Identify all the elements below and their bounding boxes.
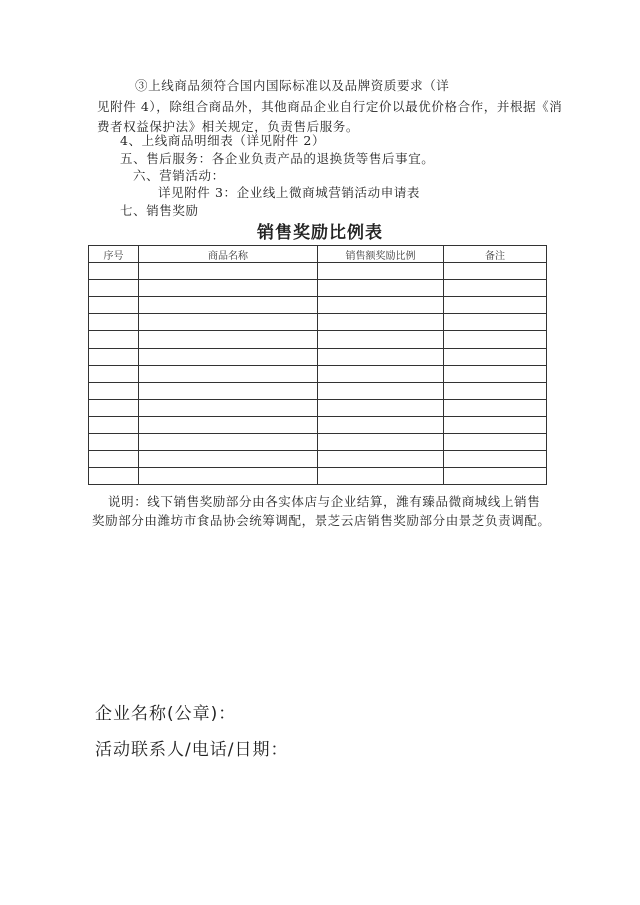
table-cell [318,399,444,416]
table-row [89,468,547,485]
table-cell [444,399,547,416]
table-cell [318,297,444,314]
table-cell [444,434,547,451]
table-cell [318,468,444,485]
table-cell [444,314,547,331]
item-7-sales-reward: 七、销售奖励 [120,203,199,218]
table-cell [139,468,318,485]
table-cell [139,348,318,365]
table-cell [444,365,547,382]
table-row [89,382,547,399]
table-cell [139,416,318,433]
table-cell [444,348,547,365]
table-cell [318,314,444,331]
table-cell [444,382,547,399]
item-6-marketing: 六、营销活动： [133,168,225,183]
table-cell [444,297,547,314]
table-cell [318,434,444,451]
note-line-1: 说明：线下销售奖励部分由各实体店与企业结算，潍有臻品微商城线上销售 [108,494,541,509]
table-row [89,434,547,451]
table-cell [444,468,547,485]
table-cell [444,451,547,468]
sales-reward-table [88,245,547,485]
table-cell [318,348,444,365]
table-cell [318,263,444,280]
table-cell [139,314,318,331]
table-row [89,451,547,468]
table-cell [89,382,139,399]
table-row [89,297,547,314]
table-cell [139,382,318,399]
table-cell [89,297,139,314]
header-reward-ratio: 销售额奖励比例 [318,246,444,263]
table-row [89,263,547,280]
table-cell [139,365,318,382]
table-cell [444,331,547,348]
table-cell [139,451,318,468]
paragraph-3-line-2: 见附件 4），除组合商品外，其他商品企业自行定价以最优价格合作，并根据《消 [97,99,563,114]
table-title: 销售奖励比例表 [257,223,383,243]
table-cell [318,331,444,348]
item-4: 4、上线商品明细表（详见附件 2） [120,133,326,148]
contact-phone-date-label: 活动联系人/电话/日期： [95,740,289,760]
table-cell [318,365,444,382]
item-5-after-sales: 五、售后服务：各企业负责产品的退换货等售后事宜。 [120,151,435,166]
table-cell [444,263,547,280]
company-name-seal-label: 企业名称(公章)： [95,704,237,724]
table-body [89,263,547,485]
table-cell [89,416,139,433]
table-cell [139,280,318,297]
table-cell [89,314,139,331]
table-row [89,280,547,297]
table-cell [89,348,139,365]
note-line-2: 奖励部分由潍坊市食品协会统筹调配，景芝云店销售奖励部分由景芝负责调配。 [92,513,551,528]
table-row [89,331,547,348]
header-remarks: 备注 [444,246,547,263]
table-row [89,348,547,365]
header-product-name: 商品名称 [139,246,318,263]
table-cell [318,280,444,297]
table-cell [444,416,547,433]
table-cell [139,297,318,314]
table-cell [139,263,318,280]
table-cell [318,451,444,468]
table-cell [89,399,139,416]
table-cell [89,434,139,451]
header-index: 序号 [89,246,139,263]
table-cell [89,280,139,297]
table-row [89,399,547,416]
table-cell [139,399,318,416]
table-cell [89,365,139,382]
table-header-row [89,246,547,263]
table-cell [89,263,139,280]
table-cell [139,434,318,451]
table-cell [89,468,139,485]
table-cell [139,331,318,348]
table-cell [89,331,139,348]
table-row [89,416,547,433]
table-cell [318,416,444,433]
table-cell [89,451,139,468]
table-row [89,314,547,331]
paragraph-3-line-1: ③上线商品须符合国内国际标准以及品牌资质要求（详 [135,78,450,93]
paragraph-3-line-3: 费者权益保护法》相关规定，负责售后服务。 [97,119,360,134]
table-cell [444,280,547,297]
item-6-detail: 详见附件 3：企业线上微商城营销活动申请表 [158,185,421,200]
table-row [89,365,547,382]
table-cell [318,382,444,399]
